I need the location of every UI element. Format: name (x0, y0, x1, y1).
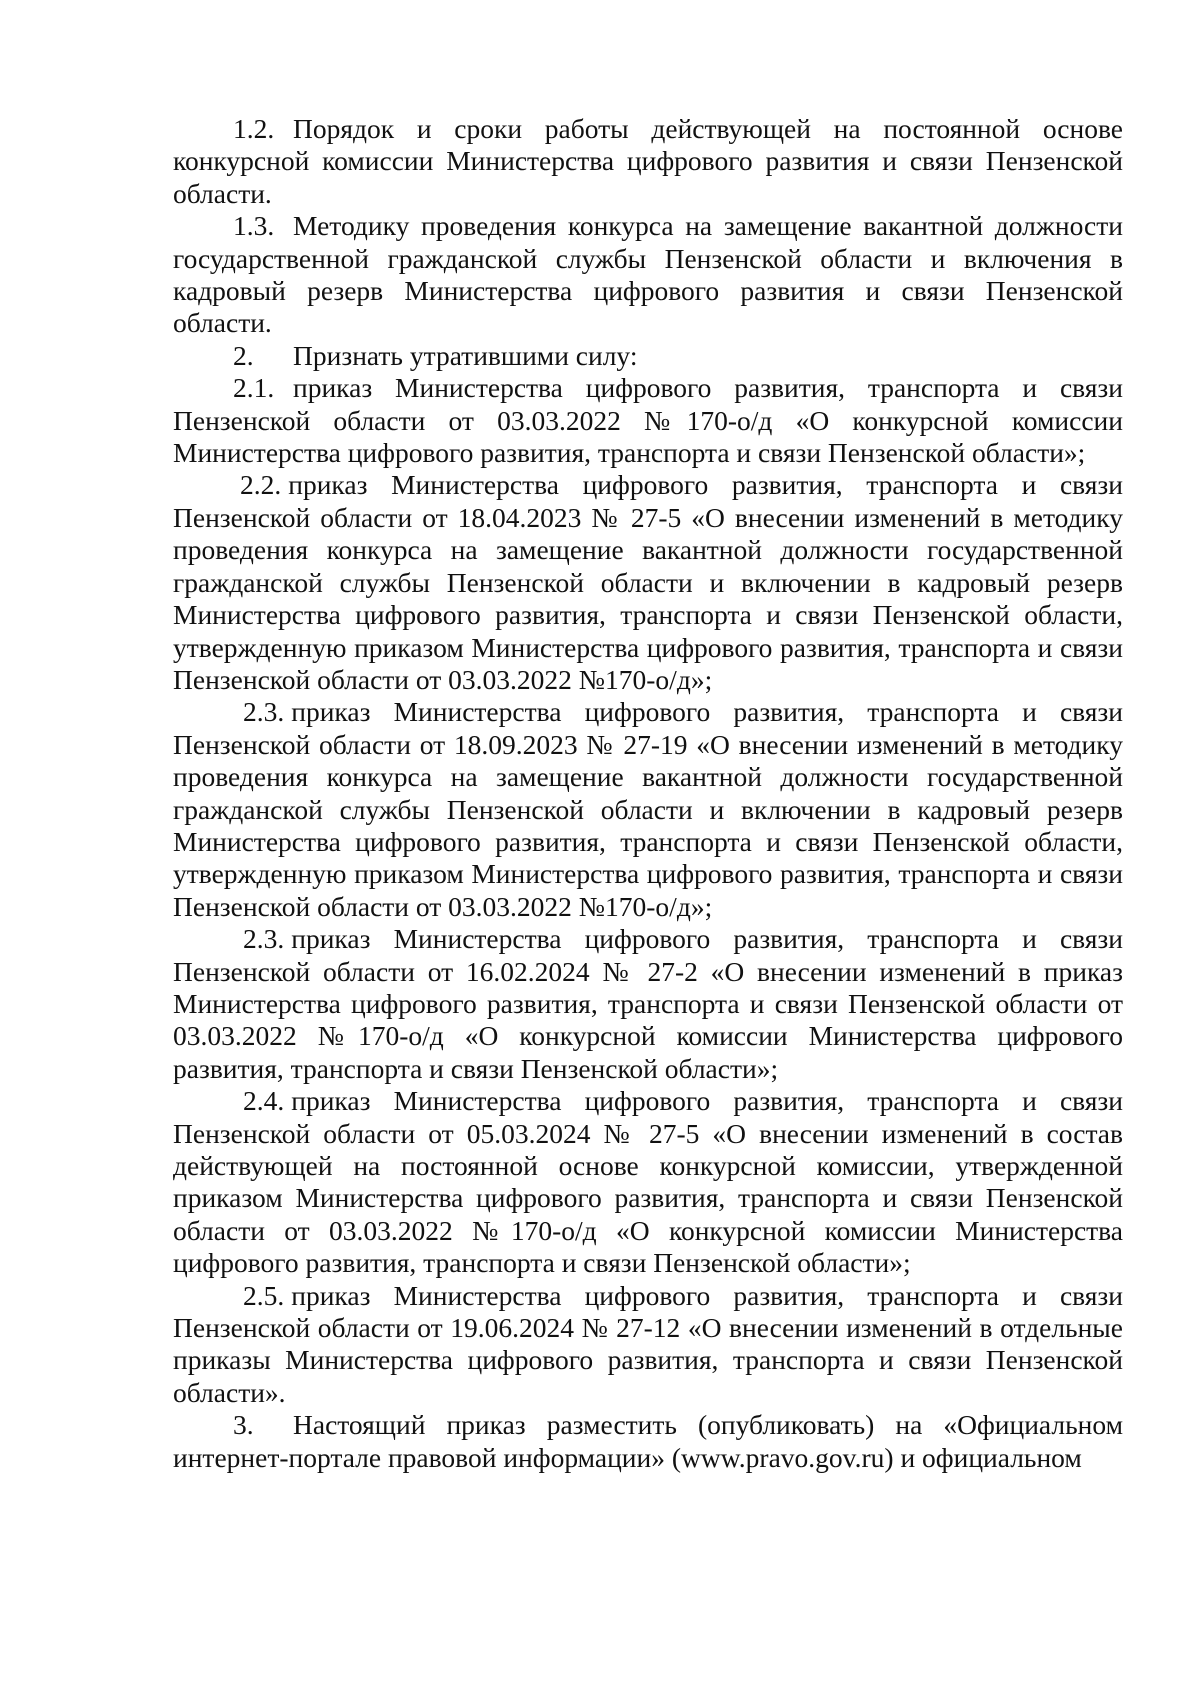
paragraph-text: Порядок и сроки работы действующей на постоянной основе конкурсной комиссии Министерства цифрового развития и связи Пензенской области. (173, 113, 1123, 209)
paragraph-2-4 (173, 1085, 1123, 1279)
document-body (173, 113, 1123, 1474)
paragraph-text: Признать утратившими силу: (293, 339, 638, 371)
paragraph-number: 2.3. (243, 923, 285, 955)
paragraph-2-5 (173, 1280, 1123, 1410)
paragraph-number: 3. (233, 1409, 254, 1441)
paragraph-text: приказ Министерства цифрового развития, транспорта и связи Пензенской области от 16.02.2024 № 27-2 «О внесении изменений в приказ Министерства цифрового развития, транспорта и связи Пензенской области от 03.03.2022 №170-о/д «О конкурсной комиссии Министерства цифрового развития, транспорта и связи Пензенской области»; (173, 923, 1123, 1084)
paragraph-text: приказ Министерства цифрового развития, транспорта и связи Пензенской области от 18.04.2023 № 27-5 «О внесении изменений в методику проведения конкурса на замещение вакантной должности государственной гражданской службы Пензенской области и включении в кадровый резерв Министерства цифрового развития, транспорта и связи Пензенской области, утвержденную приказом Министерства цифрового развития, транспорта и связи Пензенской области от 03.03.2022 №170-о/д»; (173, 469, 1123, 695)
paragraph-number: 1.3. (233, 210, 275, 242)
paragraph-number: 2.4. (243, 1085, 285, 1117)
paragraph-2-3-second (173, 923, 1123, 1085)
paragraph-number: 2.5. (243, 1279, 285, 1311)
paragraph-text: приказ Министерства цифрового развития, транспорта и связи Пензенской области от 05.03.2024 № 27-5 «О внесении изменений в состав действующей на постоянной основе конкурсной комиссии, утвержденной приказом Министерства цифрового развития, транспорта и связи Пензенской области от 03.03.2022 №170-о/д «О конкурсной комиссии Министерства цифрового развития, транспорта и связи Пензенской области»; (173, 1085, 1123, 1279)
paragraph-2-2 (173, 469, 1123, 696)
paragraph-2 (173, 340, 1123, 372)
paragraph-2-3-first (173, 696, 1123, 923)
paragraph-1-3 (173, 210, 1123, 340)
paragraph-number: 2.2. (240, 469, 282, 501)
paragraph-text: приказ Министерства цифрового развития, транспорта и связи Пензенской области от 03.03.2022 №170-о/д «О конкурсной комиссии Министерства цифрового развития, транспорта и связи Пензенской области»; (173, 372, 1123, 469)
paragraph-number: 2. (233, 339, 254, 371)
paragraph-number: 2.1. (233, 372, 275, 404)
paragraph-3 (173, 1409, 1123, 1474)
paragraph-text: Настоящий приказ разместить (опубликовать) на «Официальном интернет-портале правовой информации» (www.pravo.gov.ru) и официальном (173, 1409, 1123, 1473)
paragraph-text: Методику проведения конкурса на замещение вакантной должности государственной гражданской службы Пензенской области и включения в кадровый резерв Министерства цифрового развития и связи Пензенской области. (173, 210, 1123, 339)
paragraph-number: 1.2. (233, 113, 275, 144)
paragraph-text: приказ Министерства цифрового развития, транспорта и связи Пензенской области от 18.09.2023 № 27-19 «О внесении изменений в методику проведения конкурса на замещение вакантной должности государственной гражданской службы Пензенской области и включении в кадровый резерв Министерства цифрового развития, транспорта и связи Пензенской области, утвержденную приказом Министерства цифрового развития, транспорта и связи Пензенской области от 03.03.2022 №170-о/д»; (173, 696, 1123, 922)
paragraph-2-1 (173, 372, 1123, 469)
paragraph-number: 2.3. (243, 696, 285, 728)
paragraph-text: приказ Министерства цифрового развития, транспорта и связи Пензенской области от 19.06.2024 № 27-12 «О внесении изменений в отдельные приказы Министерства цифрового развития, транспорта и связи Пензенской области». (173, 1279, 1123, 1408)
paragraph-1-2 (173, 113, 1123, 210)
